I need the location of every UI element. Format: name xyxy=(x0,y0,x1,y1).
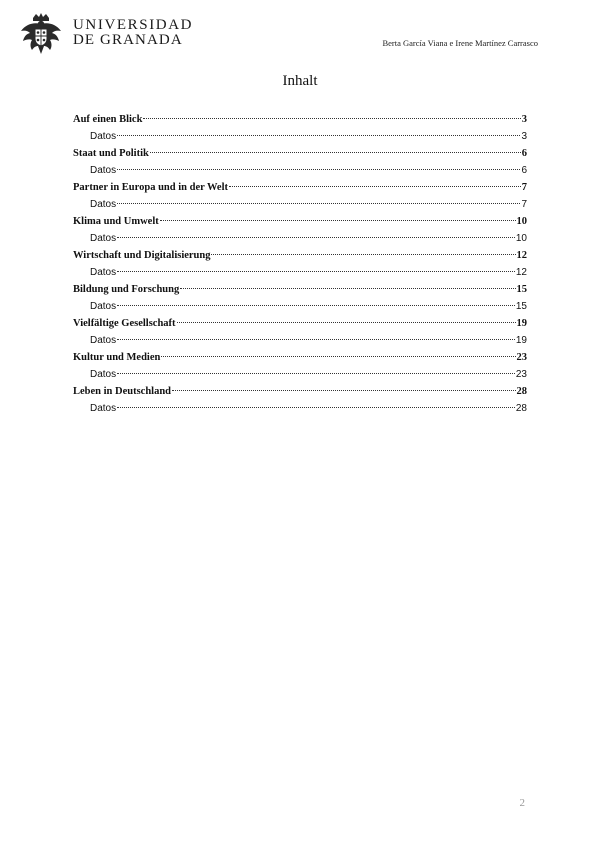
toc-leader-dots xyxy=(117,229,515,238)
toc-entry-label: Staat und Politik xyxy=(73,148,149,159)
toc-subentry[interactable] xyxy=(73,128,527,145)
toc-entry-page: 7 xyxy=(521,182,527,193)
toc-entry[interactable] xyxy=(73,145,527,162)
toc-entry-page: 15 xyxy=(516,284,527,295)
toc-leader-dots xyxy=(117,365,515,374)
toc-leader-dots xyxy=(117,297,515,306)
university-name-line1: UNIVERSIDAD xyxy=(73,17,194,33)
toc-subentry[interactable] xyxy=(73,230,527,247)
toc-subentry-page: 23 xyxy=(515,369,527,380)
toc-entry-page: 10 xyxy=(516,216,527,227)
toc-subentry-page: 6 xyxy=(521,165,527,176)
toc-subentry-label: Datos xyxy=(90,199,117,210)
toc-leader-dots xyxy=(172,382,515,391)
toc-entry[interactable] xyxy=(73,315,527,332)
toc-subentry-label: Datos xyxy=(90,369,117,380)
toc-entry[interactable] xyxy=(73,247,527,264)
toc-subentry-page: 12 xyxy=(515,267,527,278)
toc-leader-dots xyxy=(117,399,515,408)
university-name xyxy=(73,18,193,48)
toc-leader-dots xyxy=(117,127,520,136)
toc-leader-dots xyxy=(117,263,515,272)
toc-leader-dots xyxy=(229,178,521,187)
toc-subentry-label: Datos xyxy=(90,301,117,312)
header-authors: Berta García Viana e Irene Martínez Carrasco xyxy=(382,38,538,48)
toc-entry-label: Klima und Umwelt xyxy=(73,216,159,227)
toc-subentry[interactable] xyxy=(73,264,527,281)
toc-leader-dots xyxy=(161,348,515,357)
toc-subentry-page: 28 xyxy=(515,403,527,414)
toc-entry[interactable] xyxy=(73,281,527,298)
toc-leader-dots xyxy=(160,212,516,221)
toc-entry-label: Bildung und Forschung xyxy=(73,284,180,295)
toc-entry-label: Wirtschaft und Digitalisierung xyxy=(73,250,211,261)
toc-leader-dots xyxy=(143,110,520,119)
toc-entry-page: 28 xyxy=(516,386,527,397)
toc-subentry[interactable] xyxy=(73,366,527,383)
toc-entry-label: Partner in Europa und in der Welt xyxy=(73,182,229,193)
page-header xyxy=(18,12,538,58)
toc-subentry[interactable] xyxy=(73,400,527,417)
toc-entry[interactable] xyxy=(73,179,527,196)
toc-subentry-page: 15 xyxy=(515,301,527,312)
toc-entry-page: 3 xyxy=(521,114,527,125)
toc-leader-dots xyxy=(117,331,515,340)
toc-leader-dots xyxy=(117,195,520,204)
toc-entry[interactable] xyxy=(73,349,527,366)
toc-subentry-page: 3 xyxy=(521,131,527,142)
toc-entry[interactable] xyxy=(73,111,527,128)
toc-subentry[interactable] xyxy=(73,196,527,213)
toc-leader-dots xyxy=(180,280,515,289)
toc-entry-page: 23 xyxy=(516,352,527,363)
toc-subentry[interactable] xyxy=(73,298,527,315)
toc-entry-page: 12 xyxy=(516,250,527,261)
toc-leader-dots xyxy=(177,314,516,323)
toc-leader-dots xyxy=(117,161,520,170)
university-name-line2: DE GRANADA xyxy=(73,32,183,48)
toc-entry-page: 19 xyxy=(516,318,527,329)
toc-subentry-label: Datos xyxy=(90,267,117,278)
toc-subentry-label: Datos xyxy=(90,403,117,414)
university-crest-icon xyxy=(18,12,64,58)
toc-subentry-page: 19 xyxy=(515,335,527,346)
toc-subentry-label: Datos xyxy=(90,165,117,176)
toc-entry[interactable] xyxy=(73,213,527,230)
toc-entry-label: Leben in Deutschland xyxy=(73,386,172,397)
toc-title: Inhalt xyxy=(282,73,318,89)
toc-leader-dots xyxy=(211,246,515,255)
toc-subentry-page: 7 xyxy=(521,199,527,210)
table-of-contents xyxy=(73,111,527,417)
toc-entry-label: Auf einen Blick xyxy=(73,114,143,125)
toc-leader-dots xyxy=(150,144,521,153)
toc-subentry-label: Datos xyxy=(90,335,117,346)
toc-entry-label: Vielfältige Gesellschaft xyxy=(73,318,176,329)
toc-subentry[interactable] xyxy=(73,332,527,349)
toc-subentry[interactable] xyxy=(73,162,527,179)
toc-subentry-label: Datos xyxy=(90,233,117,244)
toc-entry-page: 6 xyxy=(521,148,527,159)
toc-entry[interactable] xyxy=(73,383,527,400)
toc-subentry-page: 10 xyxy=(515,233,527,244)
toc-subentry-label: Datos xyxy=(90,131,117,142)
page-number: 2 xyxy=(519,797,525,809)
toc-entry-label: Kultur und Medien xyxy=(73,352,161,363)
